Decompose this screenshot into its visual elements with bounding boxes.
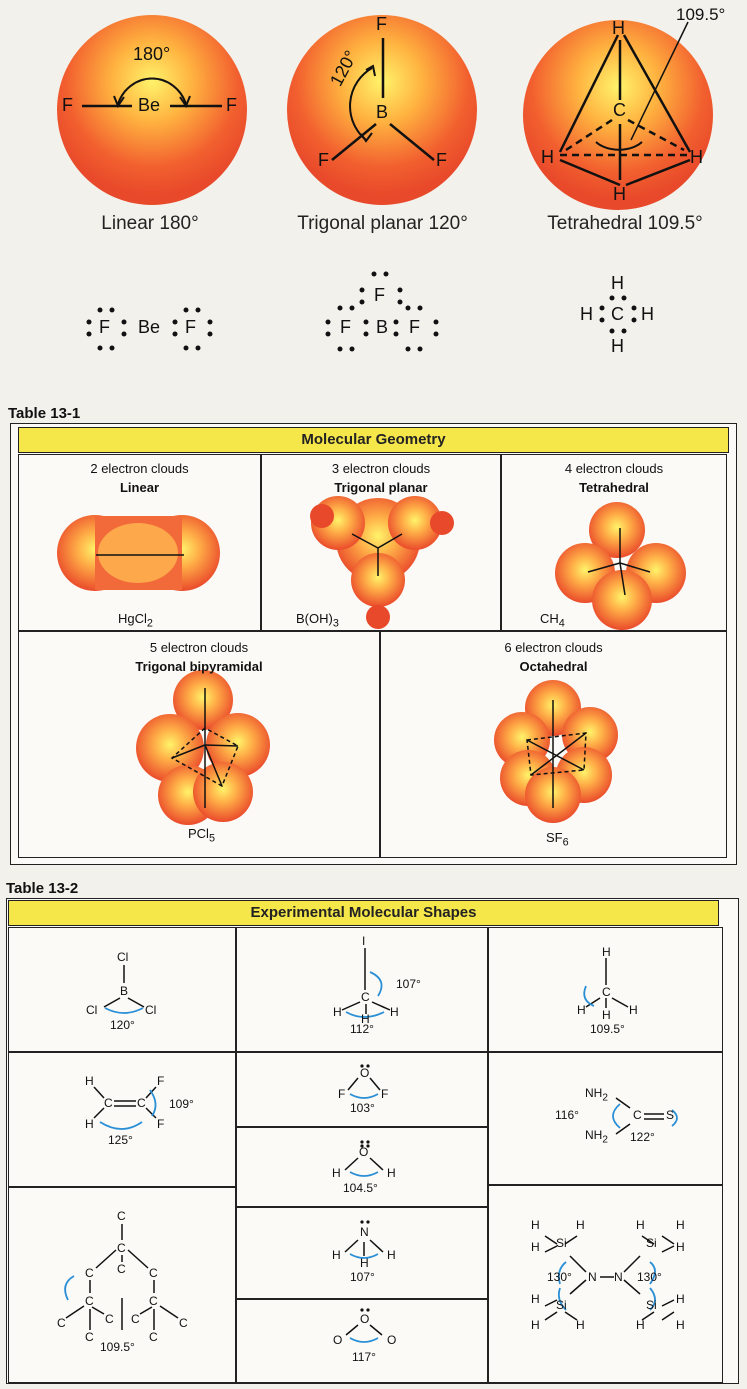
silane-h: H [636, 1318, 645, 1332]
bcl3-angle: 120° [110, 1018, 135, 1032]
silane-h: H [676, 1240, 685, 1254]
table1-tetrahedral-formula: $CH_4$ [540, 611, 565, 630]
tetra-center-atom: C [613, 100, 626, 120]
urea-atom-nh-bottom: $NH_2$ [585, 1128, 608, 1146]
tetra-left-atom: H [541, 147, 554, 167]
carbon-angle: 109.5° [100, 1340, 135, 1354]
trigonal-left-atom: F [318, 150, 329, 170]
c2h2f2-atom-c2: C [137, 1096, 146, 1110]
table1-octahedral-shape: Octahedral [519, 659, 588, 674]
water-atom-o: O [359, 1145, 369, 1159]
tetrahedral-caption: Tetrahedral 109.5° [547, 213, 703, 234]
lewis-ch4-bottom: H [611, 336, 624, 356]
trigonal-angle: 120° [326, 47, 362, 90]
table1-label: Table 13-1 [8, 405, 81, 422]
lewis-bf3-center: B [376, 317, 389, 337]
lewis-becl2-right: F [185, 317, 196, 337]
silane-h: H [531, 1240, 540, 1254]
silane-angle-1: 130° [547, 1270, 572, 1284]
water-angle: 104.5° [343, 1181, 378, 1195]
urea-angle-1: 116° [555, 1108, 579, 1122]
c2h2f2-atom-f2: F [157, 1117, 165, 1131]
silane-h: H [531, 1318, 540, 1332]
ozone-atom-left: O [333, 1333, 343, 1347]
urea-atom-s: S [666, 1108, 675, 1122]
carbon-atom: C [131, 1312, 140, 1326]
of2-angle: 103° [350, 1101, 375, 1115]
silane-h: H [576, 1218, 585, 1232]
silane-h: H [676, 1292, 685, 1306]
ch3i-atom-h3: H [390, 1005, 399, 1019]
carbon-atom: C [117, 1241, 126, 1255]
silane-angle-2: 130° [637, 1270, 662, 1284]
silane-si-1: Si [556, 1236, 567, 1250]
lewis-ch4-right: H [641, 304, 654, 324]
ch3i-atom-h2: H [361, 1012, 370, 1026]
silane-n-2: N [614, 1270, 623, 1284]
carbon-atom: C [85, 1266, 94, 1280]
lewis-bf3-right: F [409, 317, 420, 337]
ch3i-angle-2: 112° [350, 1022, 374, 1036]
ch3i-atom-i: I [362, 934, 366, 948]
silane-h: H [531, 1218, 540, 1232]
table1-octahedral-formula: $SF_6$ [546, 830, 569, 849]
urea-atom-nh-top: $NH_2$ [585, 1086, 608, 1104]
ch4-angle: 109.5° [590, 1022, 625, 1036]
bcl3-atom-top: Cl [117, 950, 129, 964]
carbon-atom: C [117, 1262, 126, 1276]
lewis-bf3-top: F [374, 285, 385, 305]
c2h2f2-angle-2: 125° [108, 1133, 133, 1147]
trigonal-caption: Trigonal planar 120° [297, 213, 468, 234]
trigonal-center-atom: B [376, 102, 389, 122]
linear-left-atom: F [62, 95, 73, 115]
table1-linear-shape: Linear [119, 480, 159, 495]
linear-center-atom: Be [138, 95, 161, 115]
table1-trigonal-shape: Trigonal planar [334, 480, 428, 495]
tetra-angle: 109.5° [676, 5, 726, 24]
table1-tbp-shape: Trigonal bipyramidal [135, 659, 263, 674]
silane-si-4: Si [646, 1298, 657, 1312]
silane-h: H [531, 1292, 540, 1306]
tetra-top-atom: H [612, 18, 625, 38]
ch3i-atom-h1: H [333, 1005, 342, 1019]
c2h2f2-atom-h1: H [85, 1074, 94, 1088]
ammonia-atom-h2: H [360, 1256, 369, 1270]
table1-tbp-clouds: 5 electron clouds [149, 640, 249, 655]
c2h2f2-angle-1: 109° [169, 1097, 194, 1111]
table1-tbp-formula: PCl$_5$ [188, 826, 215, 845]
lewis-becl2-left: F [99, 317, 110, 337]
ch3i-atom-c: C [361, 990, 370, 1004]
carbon-atom: C [57, 1316, 66, 1330]
lewis-ch4-left: H [580, 304, 593, 324]
ozone-atom-center: O [360, 1312, 370, 1326]
ch4-atom-c: C [602, 985, 611, 999]
ammonia-atom-h3: H [387, 1248, 396, 1262]
ch4-atom-h2: H [602, 1008, 611, 1022]
water-atom-h2: H [387, 1166, 396, 1180]
ammonia-angle: 107° [350, 1270, 375, 1284]
carbon-atom: C [149, 1266, 158, 1280]
table1-trigonal-clouds: 3 electron clouds [331, 461, 431, 476]
silane-h: H [636, 1218, 645, 1232]
lewis-ch4-center: C [611, 304, 624, 324]
ammonia-atom-h1: H [332, 1248, 341, 1262]
ch3i-angle-1: 107° [396, 977, 421, 991]
table1-octahedral-clouds: 6 electron clouds [504, 640, 603, 655]
linear-caption: Linear 180° [101, 213, 199, 234]
carbon-atom: C [149, 1294, 158, 1308]
silane-si-2: Si [646, 1236, 657, 1250]
bcl3-atom-right: Cl [145, 1003, 157, 1017]
c2h2f2-atom-c1: C [104, 1096, 113, 1110]
urea-atom-c: C [633, 1108, 642, 1122]
c2h2f2-atom-f1: F [157, 1074, 165, 1088]
bcl3-atom-b: B [120, 984, 129, 998]
ammonia-atom-n: N [360, 1225, 369, 1239]
carbon-atom: C [179, 1316, 188, 1330]
table1-tetrahedral-clouds: 4 electron clouds [564, 461, 664, 476]
table1-title: Molecular Geometry [18, 427, 729, 453]
bcl3-atom-left: Cl [86, 1003, 98, 1017]
table1-tetrahedral-shape: Tetrahedral [579, 480, 649, 495]
of2-atom-f1: F [338, 1087, 346, 1101]
silane-h: H [576, 1318, 585, 1332]
carbon-atom: C [117, 1209, 126, 1223]
of2-atom-f2: F [381, 1087, 389, 1101]
ch4-atom-top: H [602, 945, 611, 959]
water-atom-h1: H [332, 1166, 341, 1180]
ch4-atom-h3: H [629, 1003, 638, 1017]
lewis-becl2-center: Be [138, 317, 161, 337]
table1-linear-formula: HgCl$_2$ [118, 611, 153, 630]
ch4-atom-h1: H [577, 1003, 586, 1017]
urea-angle-2: 122° [630, 1130, 655, 1144]
silane-si-3: Si [556, 1298, 567, 1312]
trigonal-right-atom: F [436, 150, 447, 170]
silane-h: H [676, 1318, 685, 1332]
ozone-angle: 117° [352, 1350, 376, 1364]
table1-linear-clouds: 2 electron clouds [90, 461, 189, 476]
linear-right-atom: F [226, 95, 237, 115]
tetra-right-atom: H [690, 147, 703, 167]
tetra-bottom-atom: H [613, 184, 626, 204]
table2-title: Experimental Molecular Shapes [8, 900, 719, 926]
table1-trigonal-formula: $B(OH)_3$ [296, 611, 339, 630]
ozone-atom-right: O [387, 1333, 397, 1347]
trigonal-top-atom: F [376, 14, 387, 34]
table2-label: Table 13-2 [6, 880, 79, 897]
silane-n-1: N [588, 1270, 597, 1284]
carbon-atom: C [105, 1312, 114, 1326]
of2-atom-o: O [360, 1066, 370, 1080]
c2h2f2-atom-h2: H [85, 1117, 94, 1131]
lewis-ch4-top: H [611, 273, 624, 293]
carbon-atom: C [85, 1330, 94, 1344]
carbon-atom: C [149, 1330, 158, 1344]
silane-h: H [676, 1218, 685, 1232]
lewis-bf3-left: F [340, 317, 351, 337]
linear-angle: 180° [133, 44, 171, 64]
carbon-atom: C [85, 1294, 94, 1308]
